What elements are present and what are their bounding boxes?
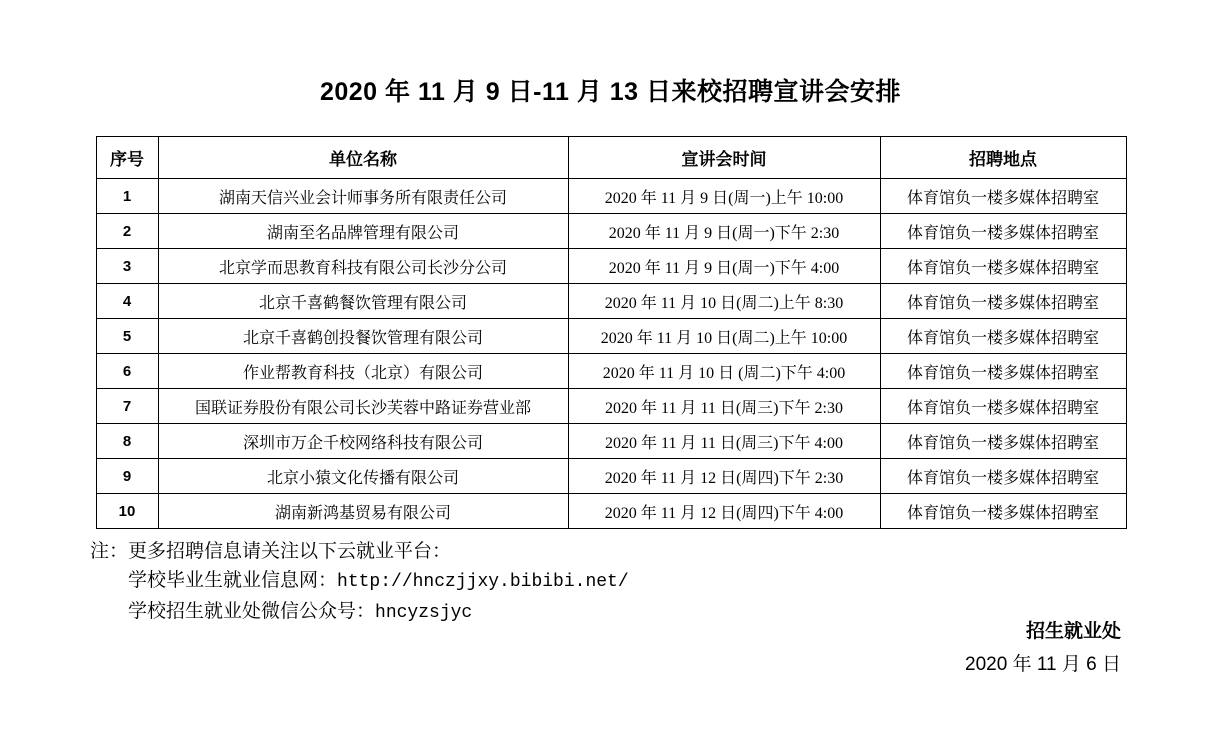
- table-row: [96, 424, 1126, 459]
- cell-time: 2020 年 11 月 9 日(周一)上午 10:00: [568, 179, 880, 214]
- cell-company: 作业帮教育科技（北京）有限公司: [158, 354, 568, 389]
- cell-company: 深圳市万企千校网络科技有限公司: [158, 424, 568, 459]
- cell-index: 8: [96, 424, 158, 459]
- table-row: [96, 494, 1126, 529]
- table-row: [96, 319, 1126, 354]
- wechat-account: hncyzsjyc: [375, 603, 473, 624]
- cell-time: 2020 年 11 月 12 日(周四)下午 2:30: [568, 459, 880, 494]
- cell-time: 2020 年 11 月 9 日(周一)下午 2:30: [568, 214, 880, 249]
- schedule-table-container: [96, 136, 1126, 529]
- website-url[interactable]: http://hnczjjxy.bibibi.net/: [337, 572, 629, 593]
- table-row: [96, 249, 1126, 284]
- recruitment-schedule-table: [96, 136, 1127, 529]
- cell-index: 10: [96, 494, 158, 529]
- cell-place: 体育馆负一楼多媒体招聘室: [880, 214, 1126, 249]
- cell-time: 2020 年 11 月 12 日(周四)下午 4:00: [568, 494, 880, 529]
- cell-index: 9: [96, 459, 158, 494]
- cell-company: 北京千喜鹤餐饮管理有限公司: [158, 284, 568, 319]
- cell-company: 湖南新鸿基贸易有限公司: [158, 494, 568, 529]
- note-line-intro: 注：更多招聘信息请关注以下云就业平台：: [90, 541, 452, 562]
- cell-index: 6: [96, 354, 158, 389]
- cell-place: 体育馆负一楼多媒体招聘室: [880, 179, 1126, 214]
- column-header-place: 招聘地点: [880, 137, 1126, 179]
- column-header-company: 单位名称: [158, 137, 568, 179]
- wechat-label: 学校招生就业处微信公众号：: [128, 601, 376, 623]
- cell-index: 2: [96, 214, 158, 249]
- website-label: 学校毕业生就业信息网：: [128, 570, 338, 592]
- note-line-website: [90, 566, 1221, 597]
- cell-index: 4: [96, 284, 158, 319]
- cell-place: 体育馆负一楼多媒体招聘室: [880, 459, 1126, 494]
- cell-index: 7: [96, 389, 158, 424]
- column-header-time: 宣讲会时间: [568, 137, 880, 179]
- cell-place: 体育馆负一楼多媒体招聘室: [880, 354, 1126, 389]
- cell-place: 体育馆负一楼多媒体招聘室: [880, 284, 1126, 319]
- table-row: [96, 179, 1126, 214]
- table-row: [96, 214, 1126, 249]
- cell-time: 2020 年 11 月 9 日(周一)下午 4:00: [568, 249, 880, 284]
- signature-organization: 招生就业处: [1025, 621, 1121, 643]
- cell-place: 体育馆负一楼多媒体招聘室: [880, 424, 1126, 459]
- page-title: 2020 年 11 月 9 日-11 月 13 日来校招聘宣讲会安排: [319, 78, 902, 106]
- cell-time: 2020 年 11 月 11 日(周三)下午 4:00: [568, 424, 880, 459]
- cell-company: 北京千喜鹤创投餐饮管理有限公司: [158, 319, 568, 354]
- cell-place: 体育馆负一楼多媒体招聘室: [880, 389, 1126, 424]
- cell-index: 5: [96, 319, 158, 354]
- cell-time: 2020 年 11 月 10 日(周二)上午 10:00: [568, 319, 880, 354]
- cell-place: 体育馆负一楼多媒体招聘室: [880, 494, 1126, 529]
- cell-company: 国联证券股份有限公司长沙芙蓉中路证券营业部: [158, 389, 568, 424]
- signature-block: [965, 616, 1121, 681]
- table-row: [96, 354, 1126, 389]
- cell-time: 2020 年 11 月 10 日(周二)上午 8:30: [568, 284, 880, 319]
- cell-company: 湖南天信兴业会计师事务所有限责任公司: [158, 179, 568, 214]
- column-header-index: 序号: [96, 137, 158, 179]
- table-row: [96, 389, 1126, 424]
- cell-company: 湖南至名品牌管理有限公司: [158, 214, 568, 249]
- footnotes: [90, 537, 1221, 628]
- table-header-row: [96, 137, 1126, 179]
- cell-place: 体育馆负一楼多媒体招聘室: [880, 249, 1126, 284]
- cell-index: 1: [96, 179, 158, 214]
- table-row: [96, 284, 1126, 319]
- cell-time: 2020 年 11 月 11 日(周三)下午 2:30: [568, 389, 880, 424]
- cell-index: 3: [96, 249, 158, 284]
- cell-company: 北京学而思教育科技有限公司长沙分公司: [158, 249, 568, 284]
- cell-company: 北京小猿文化传播有限公司: [158, 459, 568, 494]
- cell-time: 2020 年 11 月 10 日 (周二)下午 4:00: [568, 354, 880, 389]
- table-row: [96, 459, 1126, 494]
- cell-place: 体育馆负一楼多媒体招聘室: [880, 319, 1126, 354]
- signature-date: 2020 年 11 月 6 日: [965, 653, 1121, 675]
